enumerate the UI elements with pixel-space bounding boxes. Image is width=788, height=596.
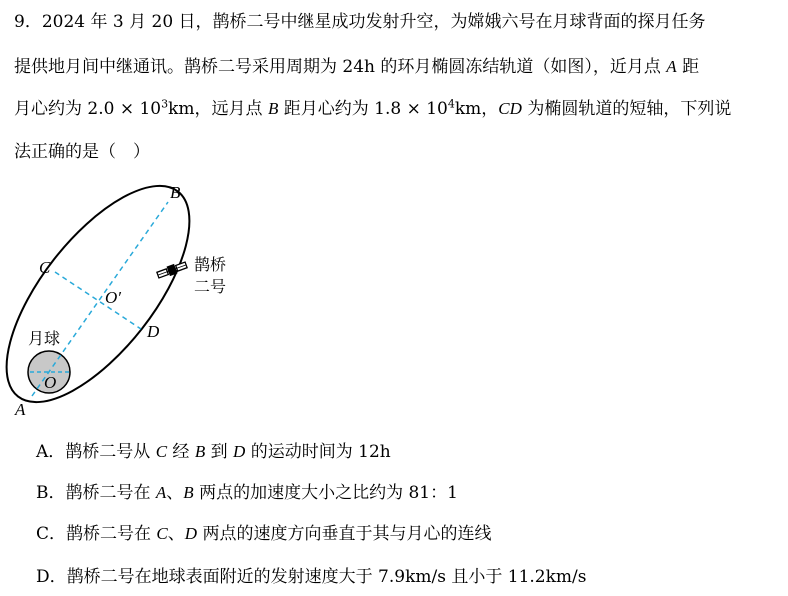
question-text: km，远月点 [168,99,268,119]
question-line-4 [14,140,150,164]
question-line-2 [14,55,699,79]
point-label: B [194,442,206,461]
orbit-diagram [0,178,260,428]
satellite-label-line1: 鹊桥 [194,255,227,274]
label-O: O [44,373,57,392]
question-text: 距 [676,57,700,77]
point-label: B [183,483,194,502]
point-label: C [156,524,168,543]
option-text: 、 [166,483,184,503]
point-label: D [233,442,246,461]
point-label: B [267,99,279,118]
question-text: 月心约为 2.0 × 10 [14,99,162,119]
label-C: C [39,258,51,277]
question-text: 法正确的是（ ） [14,142,150,162]
point-label: D [184,524,198,543]
option-text: C．鹊桥二号在 [36,524,157,544]
question-text: 距月心约为 1.8 × 10 [278,99,448,119]
question-line-3 [14,97,731,121]
moon-label: 月球 [28,329,61,348]
label-A: A [15,400,26,419]
satellite-label-line2: 二号 [194,277,227,296]
option-text: 两点的加速度大小之比约为 81：1 [193,483,458,503]
point-label: C [155,442,168,461]
exponent: 4 [447,97,455,111]
exponent: 3 [161,97,169,111]
satellite-icon [156,260,188,280]
label-D: D [147,322,160,341]
option-text: 经 [167,442,195,462]
question-text: 提供地月间中继通讯。鹊桥二号采用周期为 24h 的环月椭圆冻结轨道（如图），近月点 [14,57,667,77]
point-label: A [155,483,167,502]
option-text: A．鹊桥二号从 [36,442,156,462]
label-O-prime: O′ [105,288,121,307]
option-a[interactable] [36,440,391,464]
option-c[interactable] [36,522,491,546]
option-text: 到 [205,442,234,462]
minor-axis [55,272,141,329]
point-label: A [666,57,677,76]
option-d[interactable] [36,565,586,589]
segment-label: CD [498,99,522,118]
label-B: B [170,183,181,202]
option-text: 两点的速度方向垂直于其与月心的连线 [197,524,492,544]
question-text: km， [454,99,499,119]
question-text: 9．2024 年 3 月 20 日，鹊桥二号中继星成功发射升空，为嫦娥六号在月球背面的探月任务 [14,12,706,32]
question-line-1 [14,10,706,34]
option-b[interactable] [36,481,458,505]
question-text: 为椭圆轨道的短轴，下列说 [521,99,732,119]
option-text: 、 [167,524,185,544]
option-text: B．鹊桥二号在 [36,483,156,503]
option-text: 的运动时间为 12h [245,442,391,462]
option-text: D．鹊桥二号在地球表面附近的发射速度大于 7.9km/s 且小于 11.2km/s [36,567,587,587]
